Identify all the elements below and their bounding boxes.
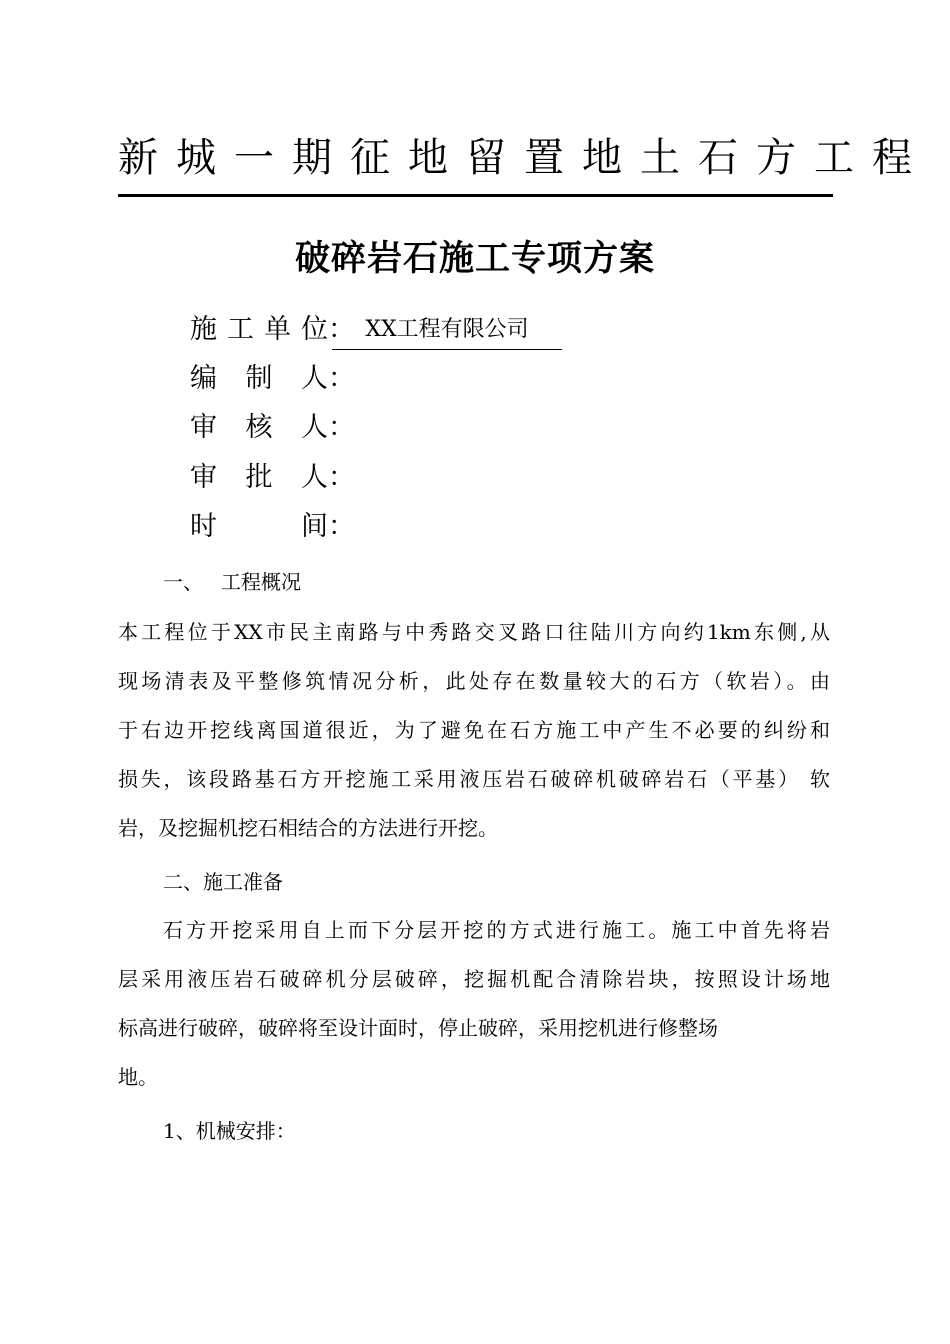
paragraph-line: 于右边开挖线离国道很近，为了避免在石方施工中产生不必要的纠纷和	[118, 718, 830, 742]
paragraph-line: 层采用液压岩石破碎机分层破碎，挖掘机配合清除岩块，按照设计场地	[118, 967, 830, 991]
document-subtitle: 破碎岩石施工专项方案	[294, 239, 655, 279]
field-colon: ：	[328, 314, 355, 345]
field-approver	[190, 458, 355, 498]
field-label: 审核人	[190, 412, 328, 443]
field-reviewer	[190, 408, 355, 448]
field-label: 审批人	[190, 462, 328, 493]
section-heading-preparation	[163, 867, 283, 897]
section-heading-machinery	[163, 1116, 296, 1146]
paragraph-overview	[118, 608, 830, 853]
field-compiler	[190, 359, 355, 399]
section-heading-overview	[163, 567, 301, 597]
paragraph-line: 现场清表及平整修筑情况分析，此处存在数量较大的石方（软岩）。由	[118, 669, 830, 693]
section-title: 二、施工准备	[163, 870, 283, 894]
field-colon: ：	[328, 462, 355, 493]
document-title: 新城一期征地留置地土石方工程	[118, 135, 930, 181]
title-rule	[118, 194, 833, 197]
paragraph-line: 地。	[118, 1065, 158, 1089]
field-construction-unit	[190, 310, 529, 350]
paragraph-line: 岩，及挖掘机挖石相结合的方法进行开挖。	[118, 816, 498, 840]
field-colon: ：	[328, 363, 355, 394]
paragraph-preparation	[118, 906, 830, 1102]
field-label: 时间	[190, 511, 328, 542]
field-date	[190, 507, 355, 547]
paragraph-line: 损失，该段路基石方开挖施工采用液压岩石破碎机破碎岩石（平基） 软	[118, 767, 830, 791]
field-underline	[332, 349, 562, 350]
field-label: 编制人	[190, 363, 328, 394]
field-colon: ：	[328, 511, 355, 542]
paragraph-line: 标高进行破碎，破碎将至设计面时，停止破碎，采用挖机进行修整场	[118, 1016, 718, 1040]
field-label: 施工单位	[190, 314, 328, 345]
paragraph-line: 石方开挖采用自上而下分层开挖的方式进行施工。施工中首先将岩	[163, 918, 830, 942]
section-title: 1、机械安排：	[163, 1119, 296, 1143]
section-number: 一、	[163, 570, 203, 594]
paragraph-line: 本工程位于XX市民主南路与中秀路交叉路口往陆川方向约1km东侧,从	[118, 620, 830, 644]
field-colon: ：	[328, 412, 355, 443]
section-title: 工程概况	[221, 570, 301, 594]
field-value-construction-unit: XX工程有限公司	[365, 317, 529, 342]
